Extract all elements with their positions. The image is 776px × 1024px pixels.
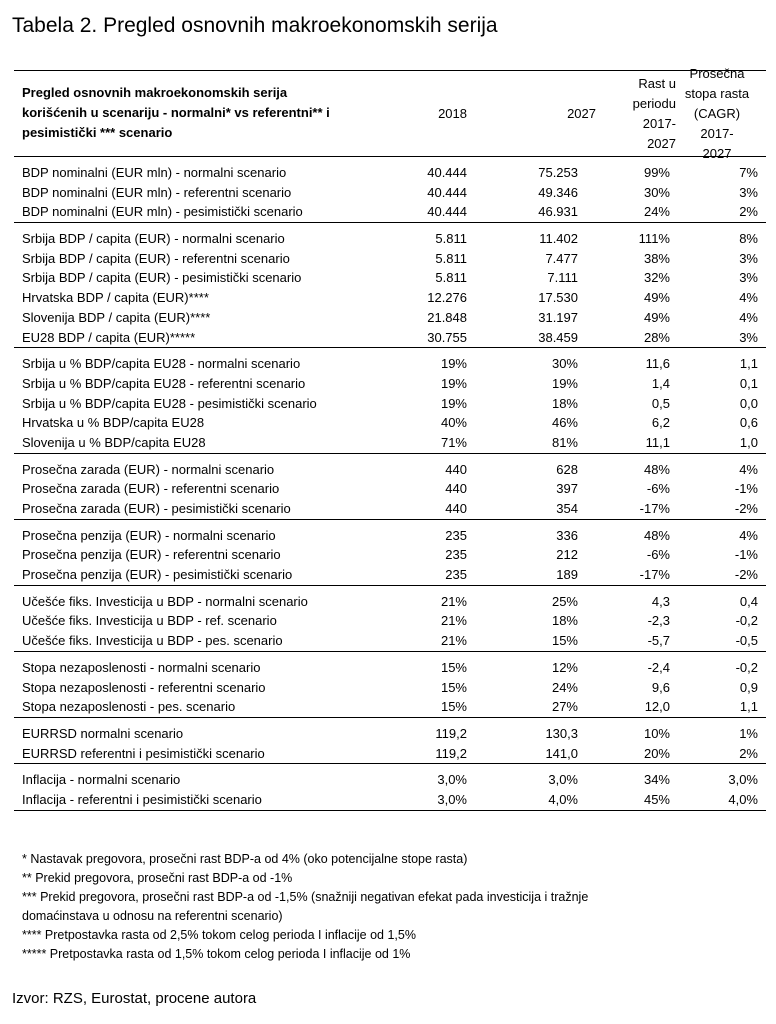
cell-2027: 38.459 [538, 329, 578, 345]
row-group [14, 718, 766, 764]
cell-cagr: -0,2 [735, 659, 758, 675]
cell-2018: 40.444 [427, 165, 467, 180]
cell-2027: 17.530 [538, 290, 578, 306]
header-growth-line: periodu 2017- [632, 95, 676, 131]
row-label: EU28 BDP / capita (EUR)***** [22, 329, 196, 345]
row-label: BDP nominalni (EUR mln) - pesimistički scenario [22, 204, 303, 220]
row-label: Slovenija u % BDP/capita EU28 [22, 434, 206, 450]
cell-growth: 28% [643, 329, 670, 345]
header-growth-line: Rast u [638, 75, 676, 91]
cell-2018: 19% [440, 395, 467, 411]
cell-2018: 235 [445, 547, 467, 563]
cell-cagr: 4,0% [728, 791, 758, 807]
cell-2027: 46% [551, 415, 578, 431]
header-label-line: pesimistički *** scenario [22, 125, 173, 140]
cell-2027: 397 [556, 481, 578, 497]
cell-growth: -2,3 [647, 613, 670, 629]
row-label: EURRSD normalni scenario [22, 725, 184, 741]
cell-2027: 30% [551, 356, 578, 372]
table-row [14, 744, 766, 764]
row-label: Učešće fiks. Investicija u BDP - pes. scenario [22, 633, 283, 649]
cell-2018: 19% [440, 375, 467, 391]
cell-growth: 9,6 [651, 679, 670, 695]
table-row [14, 611, 766, 631]
cell-2027: 18% [551, 613, 578, 629]
header-2027-text: 2027 [567, 105, 596, 121]
cell-2018: 19% [440, 356, 467, 372]
cell-growth: 11,1 [645, 434, 670, 450]
header-growth-line: 2027 [647, 135, 676, 151]
cell-cagr: 0,0 [739, 395, 758, 411]
cell-2027: 27% [551, 699, 578, 715]
cell-growth: 34% [643, 772, 670, 788]
table-row [14, 163, 766, 183]
table-row [14, 433, 766, 453]
cell-growth: 4,3 [651, 593, 670, 609]
cell-growth: 20% [643, 745, 670, 761]
cell-growth: 0,5 [651, 395, 670, 411]
row-label: Prosečna zarada (EUR) - normalni scenario [22, 461, 275, 477]
cell-growth: 24% [643, 204, 670, 220]
table-row [14, 268, 766, 288]
cell-growth: -2,4 [647, 659, 670, 675]
cell-growth: 38% [643, 250, 670, 266]
header-cagr [676, 65, 758, 161]
cell-cagr: -2% [734, 501, 758, 516]
footnote: *** Prekid pregovora, prosečni rast BDP-a od -1,5% (snažniji negativan efekat pada investicija i tražnje [22, 890, 589, 904]
row-label: Hrvatska u % BDP/capita EU28 [22, 415, 205, 431]
table-row [14, 183, 766, 203]
cell-2018: 40.444 [427, 184, 467, 200]
table-row [14, 565, 766, 585]
cell-cagr: 3% [739, 184, 758, 200]
cell-cagr: 0,9 [739, 679, 758, 695]
cell-growth: -17% [639, 567, 670, 583]
cell-growth: -17% [639, 501, 670, 516]
table-header [14, 65, 766, 161]
cell-2027: 628 [556, 461, 578, 477]
cell-cagr: -0,5 [735, 633, 758, 649]
cell-2027: 11.402 [539, 231, 578, 247]
cell-cagr: 0,4 [739, 593, 758, 609]
table-row [14, 770, 766, 790]
page-title: Tabela 2. Pregled osnovnih makroekonomskih serija [12, 14, 498, 37]
row-group [14, 652, 766, 718]
cell-2018: 3,0% [437, 772, 467, 788]
row-label: Srbija u % BDP/capita EU28 - normalni scenario [22, 356, 301, 372]
cell-cagr: 7% [739, 165, 758, 180]
footnotes [22, 850, 762, 964]
cell-growth: -5,7 [647, 633, 670, 649]
row-label: Prosečna zarada (EUR) - pesimistički scenario [22, 501, 291, 516]
row-label: BDP nominalni (EUR mln) - referentni scenario [22, 184, 292, 200]
row-label: BDP nominalni (EUR mln) - normalni scenario [22, 165, 287, 180]
cell-2018: 5.811 [435, 231, 467, 247]
cell-growth: 1,4 [651, 375, 670, 391]
table-row [14, 460, 766, 480]
row-group [14, 520, 766, 586]
cell-growth: -6% [646, 481, 670, 497]
cell-2018: 12.276 [427, 290, 467, 306]
cell-growth: 30% [643, 184, 670, 200]
header-label [22, 83, 392, 143]
cell-2027: 3,0% [548, 772, 578, 788]
cell-2027: 31.197 [538, 309, 578, 325]
header-cagr-line: stopa rasta [684, 85, 750, 101]
cell-2027: 81% [551, 434, 578, 450]
table-row [14, 678, 766, 698]
table-row [14, 328, 766, 348]
cell-2027: 212 [556, 547, 578, 563]
header-cagr-line: (CAGR) 2017- [693, 105, 741, 141]
cell-2018: 40% [440, 415, 467, 431]
cell-2018: 5.811 [435, 250, 467, 266]
cell-cagr: 3% [739, 329, 758, 345]
cell-2018: 21% [440, 593, 467, 609]
cell-cagr: 0,1 [739, 375, 758, 391]
cell-2018: 15% [440, 699, 467, 715]
header-2018-text: 2018 [438, 105, 467, 121]
row-label: Srbija u % BDP/capita EU28 - pesimistički scenario [22, 395, 317, 411]
row-label: Učešće fiks. Investicija u BDP - normalni scenario [22, 593, 308, 609]
cell-2018: 15% [440, 659, 467, 675]
cell-cagr: 4% [739, 461, 758, 477]
table-body [14, 157, 766, 811]
cell-cagr: 0,6 [739, 415, 758, 431]
footnote: **** Pretpostavka rasta od 2,5% tokom celog perioda I inflacije od 1,5% [22, 928, 416, 942]
cell-cagr: 2% [739, 204, 758, 220]
row-label: Stopa nezaposlenosti - referentni scenario [22, 679, 266, 695]
row-label: Inflacija - referentni i pesimistički scenario [22, 791, 262, 807]
cell-growth: 10% [643, 725, 670, 741]
cell-growth: 48% [643, 527, 670, 543]
cell-2027: 24% [551, 679, 578, 695]
footnote: ** Prekid pregovora, prosečni rast BDP-a od -1% [22, 871, 293, 885]
cell-cagr: 3,0% [728, 772, 758, 788]
cell-2018: 119,2 [435, 725, 467, 741]
cell-growth: 11,6 [645, 356, 670, 372]
row-label: Hrvatska BDP / capita (EUR)**** [22, 290, 209, 306]
row-label: Učešće fiks. Investicija u BDP - ref. scenario [22, 613, 277, 629]
cell-2018: 440 [445, 481, 467, 497]
row-label: Stopa nezaposlenosti - normalni scenario [22, 659, 261, 675]
table-row [14, 229, 766, 249]
cell-2018: 21% [440, 613, 467, 629]
table-row [14, 202, 766, 222]
cell-2027: 354 [556, 501, 578, 516]
cell-2018: 235 [445, 567, 467, 583]
row-label: Prosečna penzija (EUR) - normalni scenario [22, 527, 276, 543]
cell-cagr: 3% [739, 250, 758, 266]
row-label: Prosečna penzija (EUR) - pesimistički scenario [22, 567, 293, 583]
header-cagr-line: 2027 [702, 145, 732, 161]
cell-2018: 21% [440, 633, 467, 649]
cell-growth: 32% [643, 270, 670, 286]
cell-cagr: 2% [739, 745, 758, 761]
footnote: * Nastavak pregovora, prosečni rast BDP-a od 4% (oko potencijalne stope rasta) [22, 852, 468, 866]
table-row [14, 413, 766, 433]
table-row [14, 526, 766, 546]
cell-2027: 4,0% [548, 791, 578, 807]
cell-2018: 440 [445, 501, 467, 516]
cell-2018: 119,2 [435, 745, 467, 761]
header-2027 [504, 71, 596, 156]
cell-growth: 99% [643, 165, 670, 180]
row-label: Stopa nezaposlenosti - pes. scenario [22, 699, 236, 715]
table-row [14, 249, 766, 269]
cell-growth: 49% [643, 309, 670, 325]
table-row [14, 545, 766, 565]
source-note: Izvor: RZS, Eurostat, procene autora [12, 990, 257, 1007]
row-label: Prosečna zarada (EUR) - referentni scenario [22, 481, 280, 497]
cell-cagr: 4% [739, 309, 758, 325]
cell-cagr: -1% [734, 547, 758, 563]
cell-cagr: 1,1 [739, 699, 758, 715]
cell-2018: 440 [445, 461, 467, 477]
cell-growth: 48% [643, 461, 670, 477]
row-label: Srbija BDP / capita (EUR) - referentni scenario [22, 250, 290, 266]
row-label: Prosečna penzija (EUR) - referentni scenario [22, 547, 281, 563]
table-row [14, 592, 766, 612]
header-2018 [394, 71, 467, 156]
cell-2018: 5.811 [435, 270, 467, 286]
table-row [14, 308, 766, 328]
cell-growth: -6% [646, 547, 670, 563]
table-row [14, 479, 766, 499]
table-row [14, 288, 766, 308]
row-label: EURRSD referentni i pesimistički scenario [22, 745, 265, 761]
footnote: domaćinstava u odnosu na referentni scenario) [22, 909, 283, 923]
cell-2027: 19% [551, 375, 578, 391]
table-row [14, 354, 766, 374]
row-label: Inflacija - normalni scenario [22, 772, 181, 788]
cell-cagr: 1,0 [739, 434, 758, 450]
row-group [14, 454, 766, 520]
cell-2027: 18% [551, 395, 578, 411]
cell-cagr: 4% [739, 527, 758, 543]
row-group [14, 586, 766, 652]
cell-cagr: -2% [734, 567, 758, 583]
table-row [14, 631, 766, 651]
cell-cagr: 1% [739, 725, 758, 741]
cell-2027: 141,0 [545, 745, 578, 761]
cell-2027: 7.477 [545, 250, 578, 266]
table-row [14, 724, 766, 744]
header-label-line: korišćenih u scenariju - normalni* vs referentni** i [22, 105, 330, 120]
table-row [14, 499, 766, 519]
row-label: Srbija u % BDP/capita EU28 - referentni scenario [22, 375, 306, 391]
table-row [14, 658, 766, 678]
cell-growth: 6,2 [651, 415, 670, 431]
cell-2018: 30.755 [427, 329, 467, 345]
table-row [14, 790, 766, 810]
header-cagr-line: Prosečna [689, 65, 745, 81]
cell-2018: 235 [445, 527, 467, 543]
cell-cagr: -0,2 [735, 613, 758, 629]
cell-2027: 75.253 [538, 165, 578, 180]
cell-2018: 21.848 [427, 309, 467, 325]
header-label-line: Pregled osnovnih makroekonomskih serija [22, 85, 288, 100]
cell-cagr: 8% [739, 231, 758, 247]
cell-2027: 130,3 [545, 725, 578, 741]
footnote: ***** Pretpostavka rasta od 1,5% tokom celog perioda I inflacije od 1% [22, 947, 411, 961]
table-row [14, 697, 766, 717]
cell-2027: 46.931 [538, 204, 578, 220]
table-row [14, 374, 766, 394]
cell-2027: 336 [556, 527, 578, 543]
cell-growth: 45% [643, 791, 670, 807]
table-row [14, 394, 766, 414]
cell-2018: 3,0% [437, 791, 467, 807]
cell-cagr: 3% [739, 270, 758, 286]
row-group [14, 764, 766, 810]
row-label: Srbija BDP / capita (EUR) - pesimistički scenario [22, 270, 302, 286]
cell-2027: 25% [551, 593, 578, 609]
cell-growth: 111% [638, 231, 670, 247]
macro-table [14, 65, 766, 811]
row-label: Slovenija BDP / capita (EUR)**** [22, 309, 211, 325]
cell-2018: 71% [440, 434, 467, 450]
cell-2018: 40.444 [427, 204, 467, 220]
cell-2027: 12% [551, 659, 578, 675]
cell-cagr: 4% [739, 290, 758, 306]
row-label: Srbija BDP / capita (EUR) - normalni scenario [22, 231, 285, 247]
cell-growth: 49% [643, 290, 670, 306]
row-group [14, 157, 766, 223]
cell-2018: 15% [440, 679, 467, 695]
cell-2027: 49.346 [538, 184, 578, 200]
header-growth [596, 71, 676, 156]
cell-cagr: -1% [734, 481, 758, 497]
row-group [14, 348, 766, 453]
cell-2027: 189 [556, 567, 578, 583]
cell-2027: 15% [551, 633, 578, 649]
cell-2027: 7.111 [547, 270, 578, 286]
row-group [14, 223, 766, 348]
cell-growth: 12,0 [644, 699, 670, 715]
cell-cagr: 1,1 [739, 356, 758, 372]
